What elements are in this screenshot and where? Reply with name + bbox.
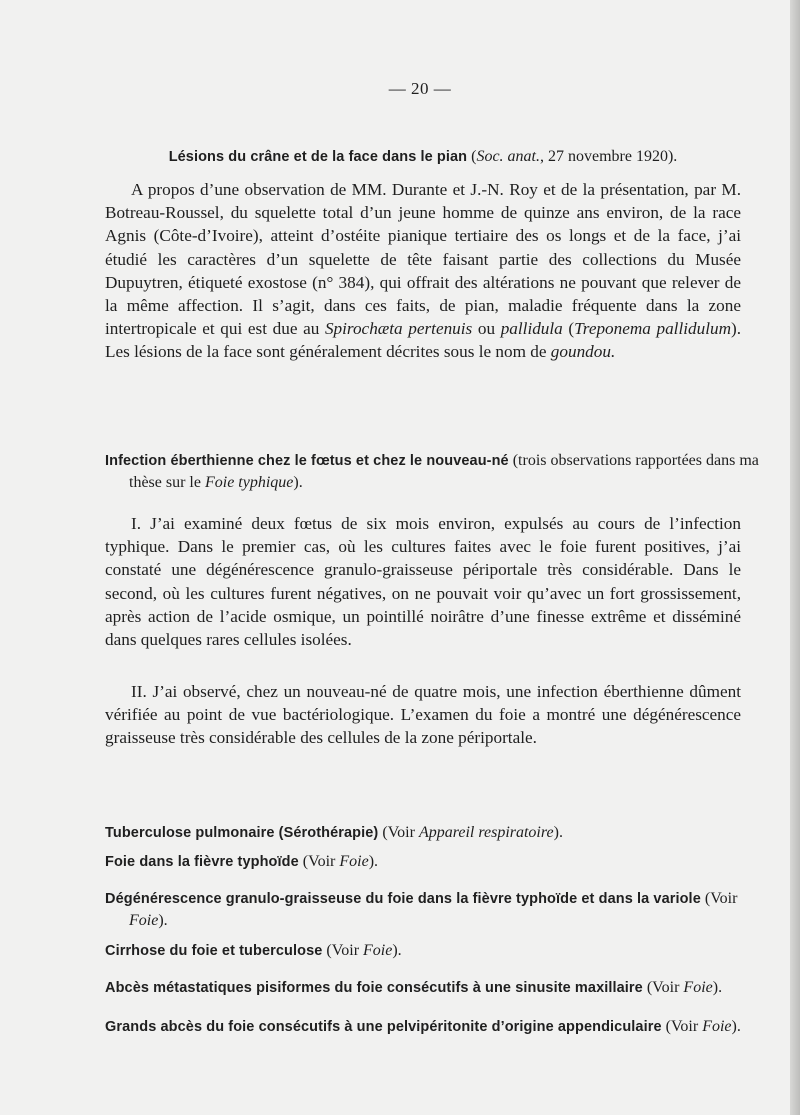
italic-term: pallidula [500,319,563,339]
page-number: — 20 — [388,79,452,98]
reference-see: (Voir [298,853,340,870]
italic-term: Spirochæta pertenuis [324,319,473,339]
section-2-title: Infection éberthienne chez le fœtus et chez le nouveau-né [105,453,509,469]
section-2-heading [105,450,779,493]
italic-term: goundou. [550,342,616,362]
section-1-source: Soc. anat. [476,148,540,165]
reference-1 [105,822,755,844]
reference-6 [105,1016,755,1038]
reference-close: ). [392,942,402,959]
reference-close: ). [553,824,563,841]
reference-title: Cirrhose du foie et tuberculose [105,943,323,959]
reference-target: Foie [702,1018,732,1035]
reference-target: Appareil respiratoire [418,824,554,841]
reference-close: ). [712,979,723,996]
reference-4 [105,940,755,962]
reference-see: (Voir [661,1018,703,1035]
text-run: ). Les lésions de la face sont généralement décrites sous le nom de [105,319,742,362]
reference-title: Foie dans la fièvre typhoïde [105,854,299,870]
section-1-title: Lésions du crâne et de la face dans le pian [168,149,468,165]
reference-see: (Voir [378,824,419,841]
section-1-date: , 27 novembre 1920). [540,148,678,165]
reference-3 [105,888,779,931]
section-2-note: (trois observations rapportées dans ma thèse sur le [129,452,759,491]
reference-target: Foie [339,853,369,870]
text-run: A propos d’une observation de MM. Durante et J.-N. Roy et de la présentation, par M. Botreau-Roussel, du squelette total d’un jeune homme de quinze ans environ, de la race Agnis (Côte-d’Ivoire), atteint d’ostéite pianique tertiaire des os longs et de la face, j’ai étudié les caractères d’un squelette de tête faisant partie des collections du Musée Dupuytren, étiqueté exostose (n° 384), qui offrait des altérations ne pouvant que relever de la même affection. Il s’agit, dans ces faits, de pian, maladie fréquente dans la zone intertropicale et qui est due au [105,180,741,339]
reference-2 [105,851,755,873]
reference-title: Tuberculose pulmonaire (Sérothérapie) [105,825,379,841]
reference-title: Grands abcès du foie consécutifs à une pelvipéritonite d’origine appendiculaire [105,1019,662,1035]
reference-close: ). [731,1018,741,1035]
reference-5 [105,977,755,999]
section-1-paragraph [105,178,741,364]
reference-close: ). [158,912,168,929]
reference-target: Foie [363,942,393,959]
section-1-open: ( [467,148,477,165]
reference-close: ). [368,853,379,870]
page-edge-shadow [790,0,800,1115]
section-2-paragraph-1: I. J’ai examiné deux fœtus de six mois environ, expulsés au cours de l’infection typhique. Dans le premier cas, où les cultures faites avec le foie furent positives, j’ai constaté une dégénérescence granulo-graisseuse périportale très considérable. Dans le second, où les cultures furent négatives, on ne pouvait voir qu’avec un fort grossissement, après action de l’acide osmique, un pointillé noirâtre d’une finesse extrême et disséminé dans quelques rares cellules isolées. [105,514,741,650]
reference-title: Dégénérescence granulo-graisseuse du foie dans la fièvre typhoïde et dans la variole [105,891,701,907]
reference-see: (Voir [700,890,738,907]
section-2-thesis: Foie typhique [204,474,294,491]
reference-see: (Voir [322,942,364,959]
reference-title: Abcès métastatiques pisiformes du foie consécutifs à une sinusite maxillaire [105,980,643,996]
reference-target: Foie [683,979,713,996]
italic-term: Treponema pallidulum [574,319,731,339]
reference-see: (Voir [642,979,684,996]
section-2-close: ). [293,474,303,491]
section-1-heading [105,146,741,168]
reference-target: Foie [129,912,159,929]
text-run: ( [562,319,575,339]
section-2-paragraph-2: II. J’ai observé, chez un nouveau-né de quatre mois, une infection éberthienne dûment vérifiée au point de vue bactériologique. L’examen du foie a montré une dégénérescence graisseuse très considérable des cellules de la zone périportale. [105,682,741,748]
text-run: ou [472,319,501,339]
